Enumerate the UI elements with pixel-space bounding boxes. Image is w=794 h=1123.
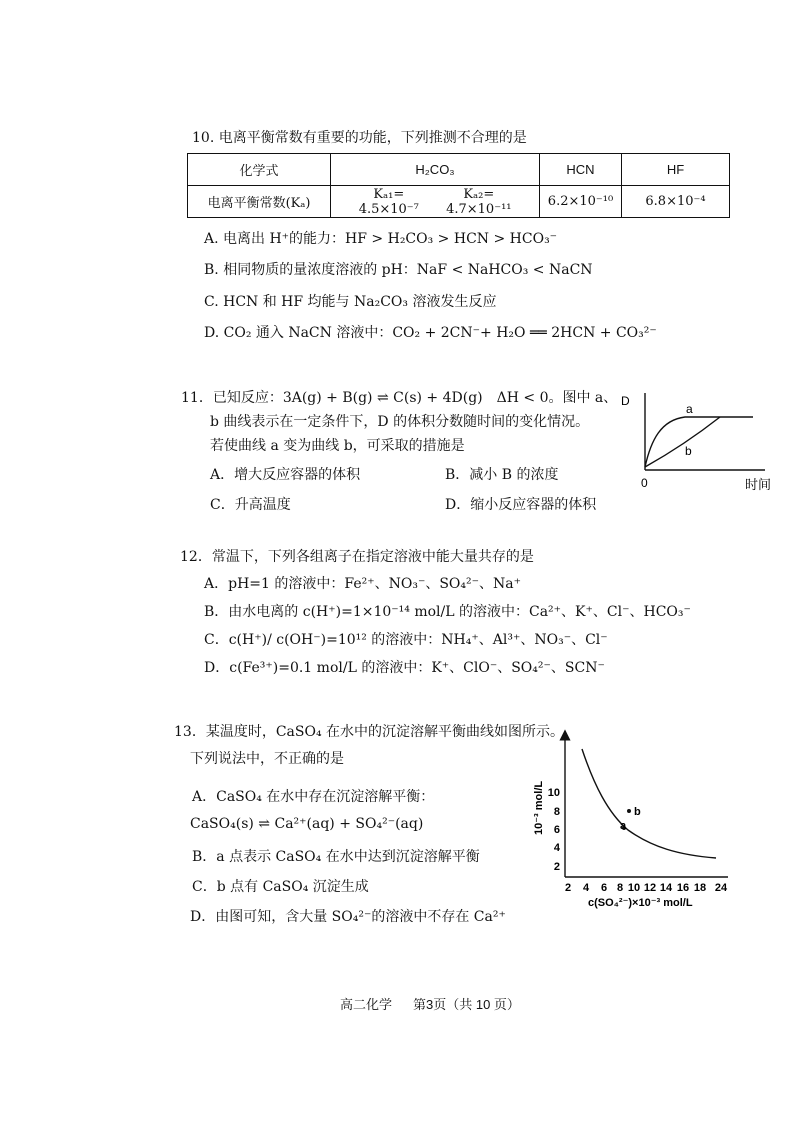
- x-tick-label: 12: [643, 882, 657, 894]
- ka-table: [187, 153, 730, 218]
- x-tick-label: 2: [564, 882, 572, 894]
- q13-graph-y-label: 10⁻³ mol/L: [533, 780, 545, 835]
- table-cell-hf: 6.8×10⁻⁴: [622, 186, 730, 218]
- q11-option-b: B．减小 B 的浓度: [445, 467, 559, 483]
- curve-b: [645, 417, 720, 467]
- ka2-value: Kₐ₂= 4.7×10⁻¹¹: [446, 186, 512, 217]
- q11-graph-y-label: D: [621, 394, 630, 408]
- q11-graph-origin: 0: [641, 476, 648, 490]
- q11-stem-line1: 11．已知反应：3A(g) + B(g) ⇌ C(s) + 4D(g) ΔH < 0。图中 a、: [181, 390, 618, 406]
- x-tick-label: 4: [582, 882, 590, 894]
- curve-b-label: b: [685, 444, 692, 458]
- point-b-label: b: [634, 806, 641, 818]
- q13-option-d: D．由图可知，含大量 SO₄²⁻的溶液中不存在 Ca²⁺: [190, 909, 506, 925]
- q11-option-c: C．升高温度: [210, 497, 291, 513]
- table-header: HF: [622, 154, 730, 186]
- ka1-value: Kₐ₁= 4.5×10⁻⁷: [358, 186, 419, 217]
- x-tick-label: 14: [659, 882, 673, 894]
- footer-subject: 高二化学: [340, 997, 393, 1012]
- x-tick-label: 10: [627, 882, 641, 894]
- y-ticks: [548, 787, 561, 873]
- footer-page: 第3页（共 10 页）: [413, 997, 520, 1012]
- q12-option-d: D．c(Fe³⁺)=0.1 mol/L 的溶液中：K⁺、ClO⁻、SO₄²⁻、SCN⁻: [204, 660, 605, 676]
- x-tick-label: 24: [714, 882, 728, 894]
- table-row-label: 电离平衡常数(Kₐ): [188, 186, 331, 218]
- y-tick-label: 4: [553, 842, 560, 854]
- table-row: [188, 154, 730, 186]
- q13-stem-line2: 下列说法中，不正确的是: [190, 751, 344, 767]
- point-b: [627, 809, 631, 813]
- q11-option-a: A．增大反应容器的体积: [210, 467, 361, 483]
- curve-a: [645, 417, 753, 467]
- q12-stem: 12．常温下，下列各组离子在指定溶液中能大量共存的是: [180, 549, 534, 565]
- x-tick-label: 8: [616, 882, 624, 894]
- y-tick-label: 8: [553, 806, 560, 818]
- y-tick-label: 6: [553, 824, 560, 836]
- q12-option-c: C．c(H⁺)/ c(OH⁻)=10¹² 的溶液中：NH₄⁺、Al³⁺、NO₃⁻、Cl⁻: [204, 632, 608, 648]
- x-tick-label: 18: [693, 882, 707, 894]
- q13-graph-x-label: c(SO₄²⁻)×10⁻³ mol/L: [588, 897, 693, 909]
- q13-option-a: A．CaSO₄ 在水中存在沉淀溶解平衡：: [192, 789, 435, 805]
- x-ticks: [565, 882, 728, 894]
- table-header: 化学式: [188, 154, 331, 186]
- table-row: [188, 186, 730, 218]
- q13-option-c: C．b 点有 CaSO₄ 沉淀生成: [192, 879, 369, 895]
- x-tick-label: 6: [600, 882, 608, 894]
- q10-stem: 10. 电离平衡常数有重要的功能，下列推测不合理的是: [192, 130, 527, 146]
- y-tick-label: 2: [553, 861, 560, 873]
- q10-option-a: A. 电离出 H⁺的能力：HF > H₂CO₃ > HCN > HCO₃⁻: [204, 231, 558, 247]
- table-cell-hcn: 6.2×10⁻¹⁰: [540, 186, 622, 218]
- curve-a-label: a: [686, 402, 693, 416]
- solubility-curve: [582, 749, 716, 858]
- q12-option-b: B．由水电离的 c(H⁺)=1×10⁻¹⁴ mol/L 的溶液中：Ca²⁺、K⁺、Cl⁻、HCO₃⁻: [204, 604, 691, 620]
- q13-graph: [528, 725, 740, 915]
- q13-stem-line1: 13．某温度时，CaSO₄ 在水中的沉淀溶解平衡曲线如图所示。: [174, 724, 565, 740]
- q10-option-c: C. HCN 和 HF 均能与 Na₂CO₃ 溶液发生反应: [204, 294, 497, 310]
- table-cell-h2co3: [331, 186, 540, 218]
- q12-option-a: A．pH=1 的溶液中：Fe²⁺、NO₃⁻、SO₄²⁻、Na⁺: [204, 576, 522, 592]
- q10-option-b: B. 相同物质的量浓度溶液的 pH：NaF < NaHCO₃ < NaCN: [204, 262, 593, 278]
- q10-option-d: D. CO₂ 通入 NaCN 溶液中：CO₂ + 2CN⁻+ H₂O ══ 2HCN + CO₃²⁻: [204, 325, 657, 341]
- q11-stem-line3: 若使曲线 a 变为曲线 b，可采取的措施是: [210, 438, 465, 454]
- table-header: H₂CO₃: [331, 154, 540, 186]
- table-header: HCN: [540, 154, 622, 186]
- point-a-label: a: [620, 820, 627, 832]
- q11-option-d: D．缩小反应容器的体积: [445, 497, 597, 513]
- q13-option-b: B．a 点表示 CaSO₄ 在水中达到沉淀溶解平衡: [192, 849, 480, 865]
- q11-stem-line2: b 曲线表示在一定条件下，D 的体积分数随时间的变化情况。: [210, 414, 590, 430]
- x-tick-label: 16: [676, 882, 690, 894]
- y-tick-label: 10: [547, 787, 560, 799]
- q11-graph-x-label: 时间: [745, 477, 772, 492]
- q11-graph: [615, 385, 785, 495]
- q13-equation: CaSO₄(s) ⇌ Ca²⁺(aq) + SO₄²⁻(aq): [190, 816, 424, 832]
